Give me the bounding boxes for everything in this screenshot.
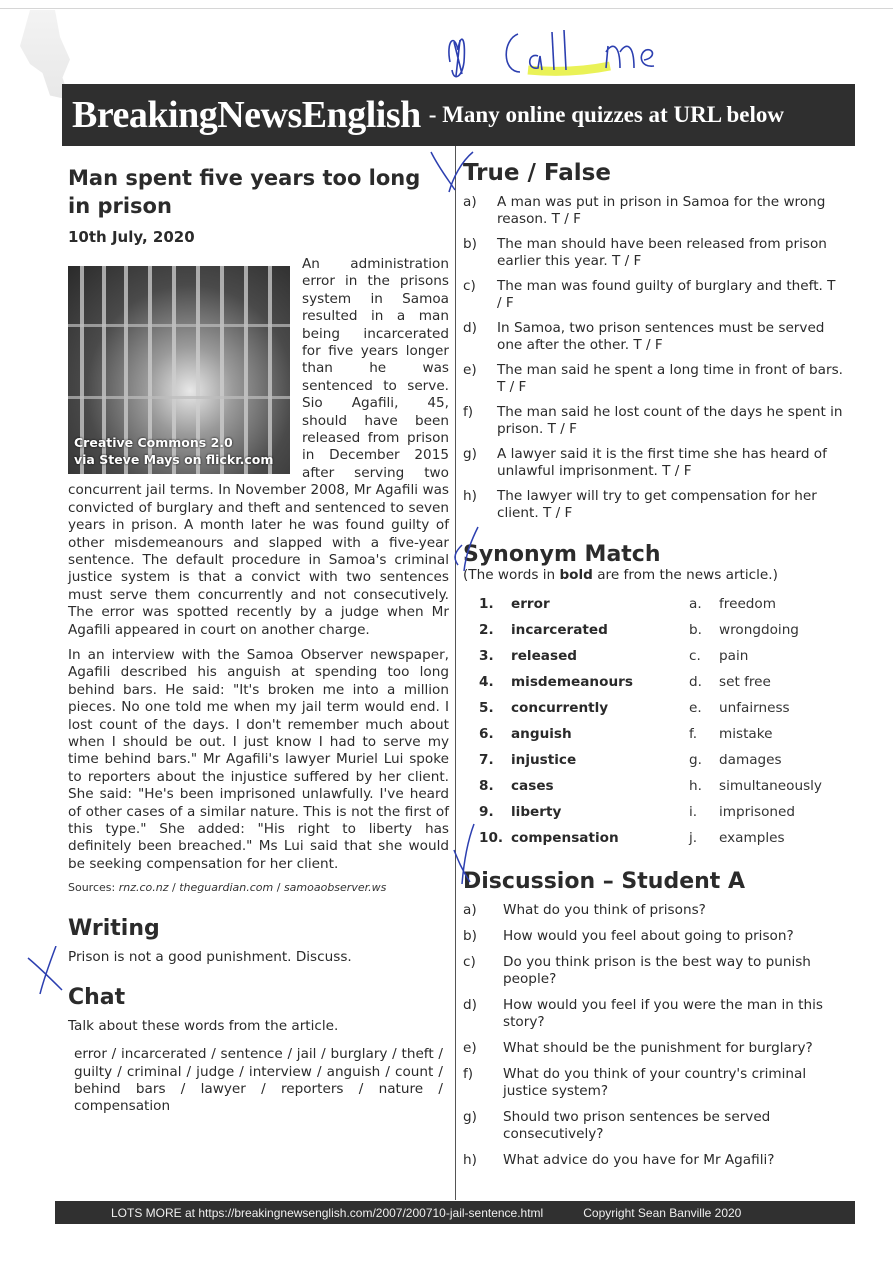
true-false-item [463,488,843,522]
true-false-item [463,236,843,270]
discussion-question [463,1109,843,1143]
word-number: 2. [479,622,494,638]
synonym-match-heading: Synonym Match [463,542,661,567]
definition-letter: i. [689,804,698,820]
definition-letter: j. [689,830,698,846]
item-text: In Samoa, two prison sentences must be served one after the other. T / F [497,320,825,353]
synonym: damages [719,752,782,768]
discussion-question [463,902,843,919]
item-letter: h) [463,1152,477,1168]
definition-letter: h. [689,778,702,794]
article-word: liberty [511,804,562,820]
article-word: anguish [511,726,572,742]
handwritten-note-call-me [440,22,700,92]
synonym-row [479,721,843,747]
synonym: simultaneously [719,778,822,794]
synonym: mistake [719,726,773,742]
article-word: error [511,596,550,612]
column-divider [455,146,456,1200]
synonym-match-section [463,542,843,851]
synonym-row [479,747,843,773]
true-false-item [463,278,843,312]
item-text: The man was found guilty of burglary and theft. T / F [497,278,836,311]
item-letter: b) [463,928,477,944]
discussion-question [463,1066,843,1100]
footer-bar [55,1201,855,1224]
synonym-row [479,591,843,617]
word-number: 5. [479,700,494,716]
definition-letter: d. [689,674,702,690]
item-letter: a) [463,902,477,918]
exercises-column [463,160,843,1178]
synonym-row [479,695,843,721]
item-text: The man said he spent a long time in front of bars. T / F [497,362,843,395]
discussion-section [463,869,843,1169]
source-link[interactable]: samoaobserver.ws [283,881,387,895]
source-link[interactable]: theguardian.com [179,881,274,895]
word-number: 7. [479,752,494,768]
synonym-row [479,669,843,695]
definition-letter: f. [689,726,698,742]
item-letter: a) [463,194,477,210]
synonym: unfairness [719,700,790,716]
article-word: released [511,648,578,664]
item-text: A lawyer said it is the first time she has heard of unlawful imprisonment. T / F [497,446,827,479]
word-number: 3. [479,648,494,664]
definition-letter: g. [689,752,702,768]
article-word: compensation [511,830,619,846]
discussion-question [463,954,843,988]
definition-letter: a. [689,596,702,612]
item-text: Do you think prison is the best way to punish people? [503,954,811,987]
true-false-list [463,194,843,522]
photo-credit [74,434,273,468]
item-letter: e) [463,362,477,378]
chat-section [68,985,449,1116]
true-false-heading: True / False [463,160,611,186]
scan-edge-line [0,8,893,9]
word-number: 1. [479,596,494,612]
item-text: What do you think of prisons? [503,902,706,918]
item-letter: b) [463,236,477,252]
subtitle-text: are from the news article.) [592,567,778,583]
chat-heading: Chat [68,985,126,1011]
item-text: What advice do you have for Mr Agafili? [503,1152,775,1168]
discussion-heading: Discussion – Student A [463,869,745,894]
footer-copyright: Copyright Sean Banville 2020 [583,1205,742,1220]
sources-label: Sources: [68,881,116,895]
word-number: 10. [479,830,504,846]
true-false-item [463,194,843,228]
item-letter: c) [463,954,476,970]
synonym: pain [719,648,749,664]
synonym-row [479,825,843,851]
item-letter: g) [463,1109,477,1125]
article-photo [68,266,290,474]
synonym-row [479,773,843,799]
word-number: 9. [479,804,494,820]
discussion-question [463,1040,843,1057]
article-word: concurrently [511,700,609,716]
writing-heading: Writing [68,916,160,942]
discussion-list [463,902,843,1169]
header-tagline: - Many online quizzes at URL below [428,102,785,127]
item-text: How would you feel about going to prison? [503,928,794,944]
chat-word-list: error / incarcerated / sentence / jail / burglary / theft / guilty / criminal / judge / interview / anguish / count / behind bars / lawyer / reporters / nature / compensation [74,1046,443,1115]
article-body [68,256,449,894]
true-false-item [463,362,843,396]
word-number: 6. [479,726,494,742]
synonym: examples [719,830,785,846]
article-column [68,160,449,1116]
synonym: set free [719,674,771,690]
definition-letter: c. [689,648,701,664]
true-false-item [463,320,843,354]
item-text: What should be the punishment for burglary? [503,1040,813,1056]
subtitle-text: (The words in [463,567,560,583]
article-title: Man spent five years too long in prison [68,166,421,218]
item-letter: d) [463,997,477,1013]
article-date: 10th July, 2020 [68,228,195,246]
synonym-table [479,591,843,851]
item-letter: f) [463,1066,474,1082]
article-sources: Sources: rnz.co.nz / theguardian.com / samoaobserver.ws [68,881,387,895]
synonym-row [479,643,843,669]
article-paragraph-1: An administration error in the prisons system in Samoa resulted in a man being incarcerated for five years longer than he was sentenced to serve. Sio Agafili, 45, should have been released from prison in December 2015 after serving two concurrent jail terms. In November 2008, Mr Agafili was convicted of burglary and theft and sentenced to seven years in prison. A month later he was found guilty of other misdemeanours and slapped with a five-year sentence. The default procedure in Samoa's criminal justice system is that a convict with two sentences must serve them concurrently and not consecutively. The error was spotted recently by a judge when Mr Agafili appeared in court on another charge. [68,256,449,638]
chat-instruction: Talk about these words from the article. [68,1018,339,1035]
word-number: 8. [479,778,494,794]
synonym-row [479,617,843,643]
definition-letter: b. [689,622,702,638]
item-text: The man should have been released from prison earlier this year. T / F [497,236,827,269]
word-number: 4. [479,674,494,690]
item-letter: c) [463,278,476,294]
discussion-question [463,928,843,945]
item-text: How would you feel if you were the man in this story? [503,997,823,1030]
prison-bars-photo [68,266,290,474]
photo-credit-line-1: Creative Commons 2.0 [74,435,233,450]
discussion-question [463,997,843,1031]
subtitle-bold: bold [559,567,593,583]
item-text: The man said he lost count of the days he spent in prison. T / F [497,404,843,437]
synonym: freedom [719,596,776,612]
item-text: The lawyer will try to get compensation for her client. T / F [497,488,817,521]
article-word: cases [511,778,554,794]
definition-letter: e. [689,700,702,716]
item-text: Should two prison sentences be served consecutively? [503,1109,771,1142]
article-word: incarcerated [511,622,608,638]
item-letter: e) [463,1040,477,1056]
discussion-question [463,1152,843,1169]
true-false-item [463,404,843,438]
item-text: A man was put in prison in Samoa for the wrong reason. T / F [497,194,826,227]
synonym: imprisoned [719,804,796,820]
item-letter: g) [463,446,477,462]
item-letter: f) [463,404,474,420]
synonym-match-subtitle [463,567,843,583]
item-letter: h) [463,488,477,504]
brand-name: BreakingNewsEnglish [72,94,421,136]
item-letter: d) [463,320,477,336]
article-word: misdemeanours [511,674,633,690]
writing-prompt: Prison is not a good punishment. Discuss. [68,949,352,966]
header-bar [62,84,855,146]
source-link[interactable]: rnz.co.nz [118,881,169,895]
synonym: wrongdoing [719,622,799,638]
article-paragraph-2: In an interview with the Samoa Observer newspaper, Agafili described his anguish at spending too long behind bars. He said: "It's broken me into a million pieces. No one told me when my jail term would end. I lost count of the days. I don't remember much about when I should be out. I just know I had to serve my time behind bars." Mr Agafili's lawyer Muriel Lui spoke to reporters about the injustice suffered by her client. She said: "He's been imprisoned unlawfully. I've heard of other cases of a similar nature. This is not the first of this type." She added: "His right to liberty has definitely been breached." Ms Lui said that she would be seeking compensation for her client. [68,646,449,872]
article-word: injustice [511,752,577,768]
writing-section [68,916,449,965]
true-false-item [463,446,843,480]
footer-url-link[interactable]: LOTS MORE at https://breakingnewsenglish.com/2007/200710-jail-sentence.html [111,1205,544,1220]
photo-credit-line-2: via Steve Mays on flickr.com [74,452,274,467]
synonym-row [479,799,843,825]
pen-check-mark-icon [26,946,72,996]
item-text: What do you think of your country's criminal justice system? [503,1066,807,1099]
